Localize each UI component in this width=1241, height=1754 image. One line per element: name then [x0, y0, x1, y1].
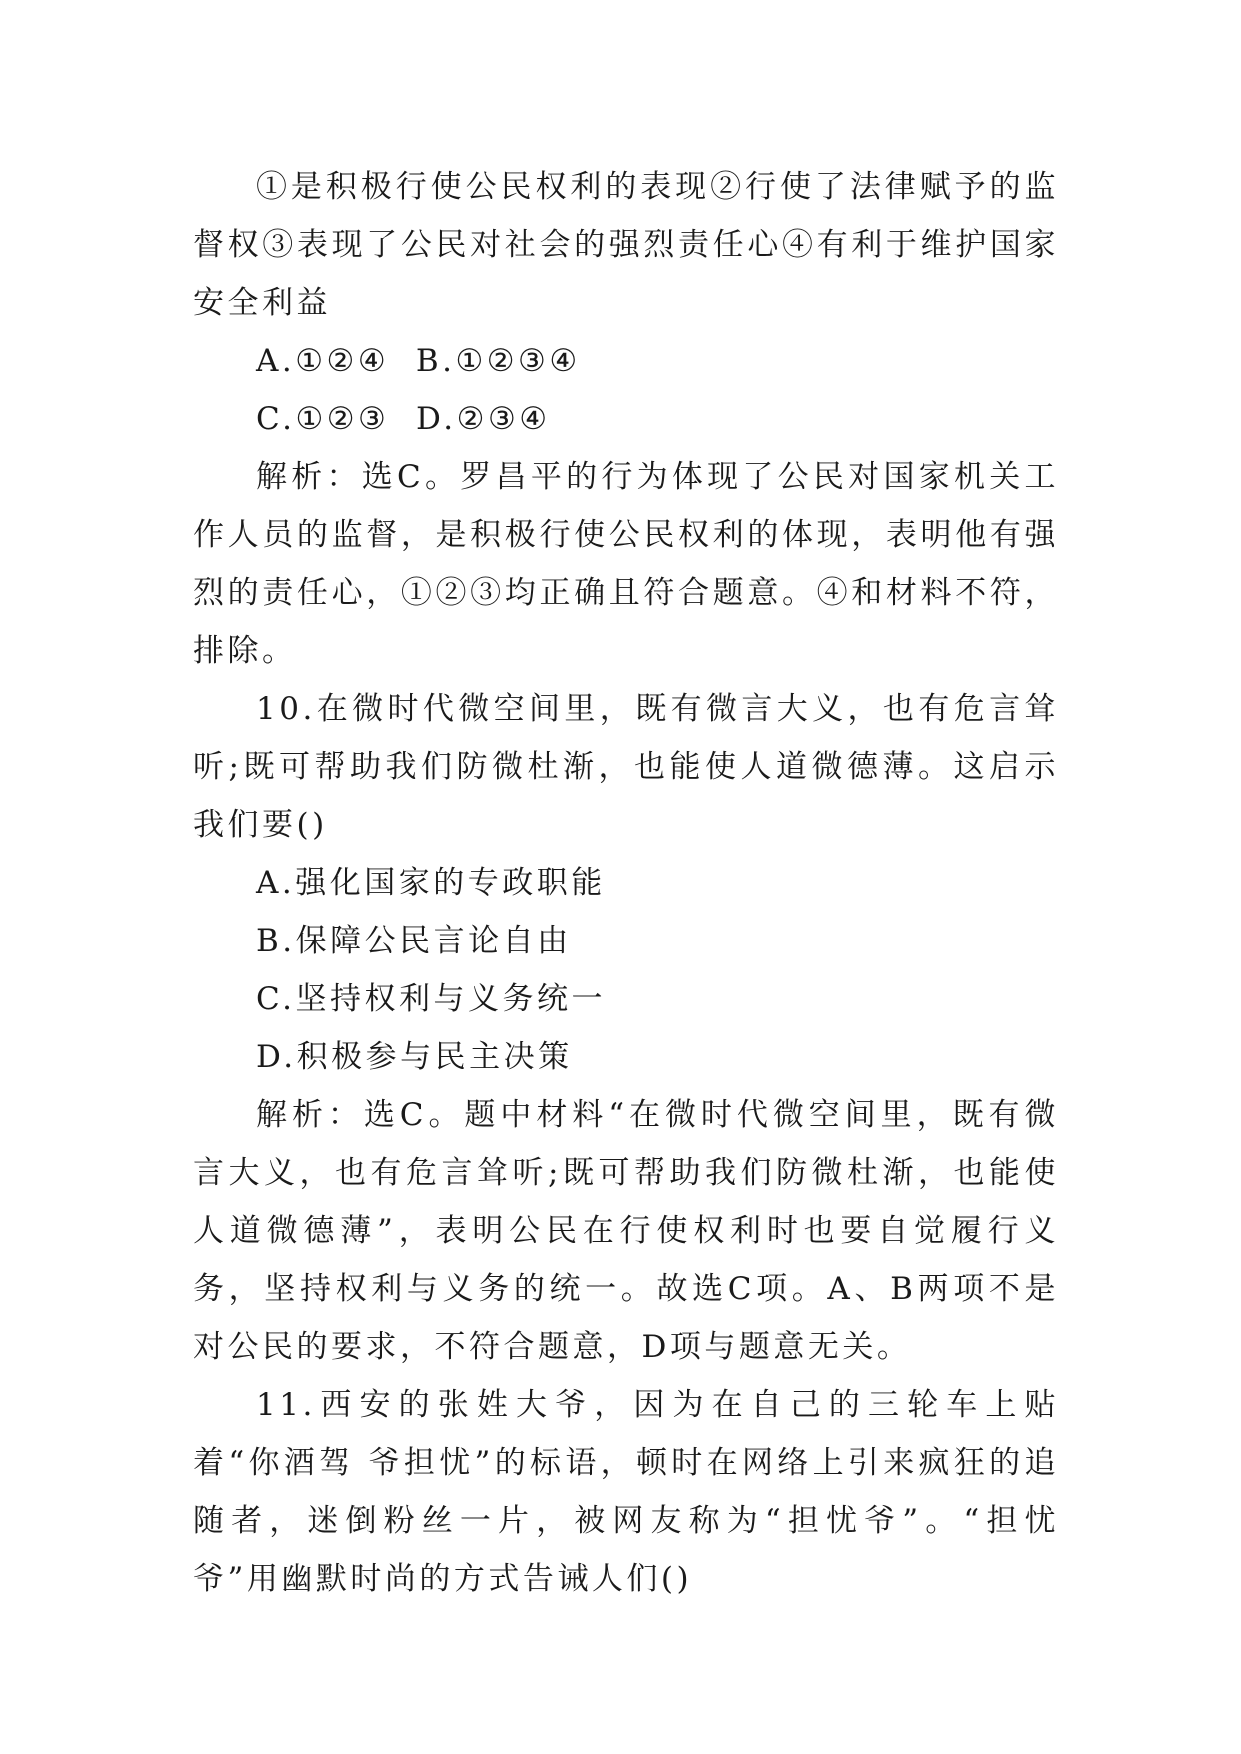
q9-analysis: 解析：选C。罗昌平的行为体现了公民对国家机关工作人员的监督，是积极行使公民权利的体现，表明他有强烈的责任心，①②③均正确且符合题意。④和材料不符，排除。	[193, 459, 1059, 669]
q10-option-b: B.保障公民言论自由	[256, 923, 572, 959]
q10-option-c: C.坚持权利与义务统一	[256, 981, 606, 1017]
q11-stem: 11.西安的张姓大爷，因为在自己的三轮车上贴着“你酒驾 爷担忧”的标语，顿时在网络上引来疯狂的追随者，迷倒粉丝一片，被网友称为“担忧爷”。“担忧爷”用幽默时尚的方式告诫人们()	[193, 1387, 1059, 1597]
document-body	[193, 158, 1059, 1608]
q10-option-d: D.积极参与民主决策	[256, 1039, 573, 1075]
q9-statements: ①是积极行使公民权利的表现②行使了法律赋予的监督权③表现了公民对社会的强烈责任心④有利于维护国家安全利益	[193, 169, 1059, 321]
q10-analysis: 解析：选C。题中材料“在微时代微空间里，既有微言大义，也有危言耸听;既可帮助我们防微杜渐，也能使人道微德薄”，表明公民在行使权利时也要自觉履行义务，坚持权利与义务的统一。故选C项。A、B两项不是对公民的要求，不符合题意，D项与题意无关。	[193, 1097, 1059, 1365]
q10-option-a: A.强化国家的专政职能	[256, 865, 606, 901]
q9-option-cd: C.①②③ D.②③④	[256, 401, 551, 437]
q10-stem: 10.在微时代微空间里，既有微言大义，也有危言耸听;既可帮助我们防微杜渐，也能使人道微德薄。这启示我们要()	[193, 691, 1059, 843]
q9-option-ab: A.①②④ B.①②③④	[256, 343, 581, 379]
